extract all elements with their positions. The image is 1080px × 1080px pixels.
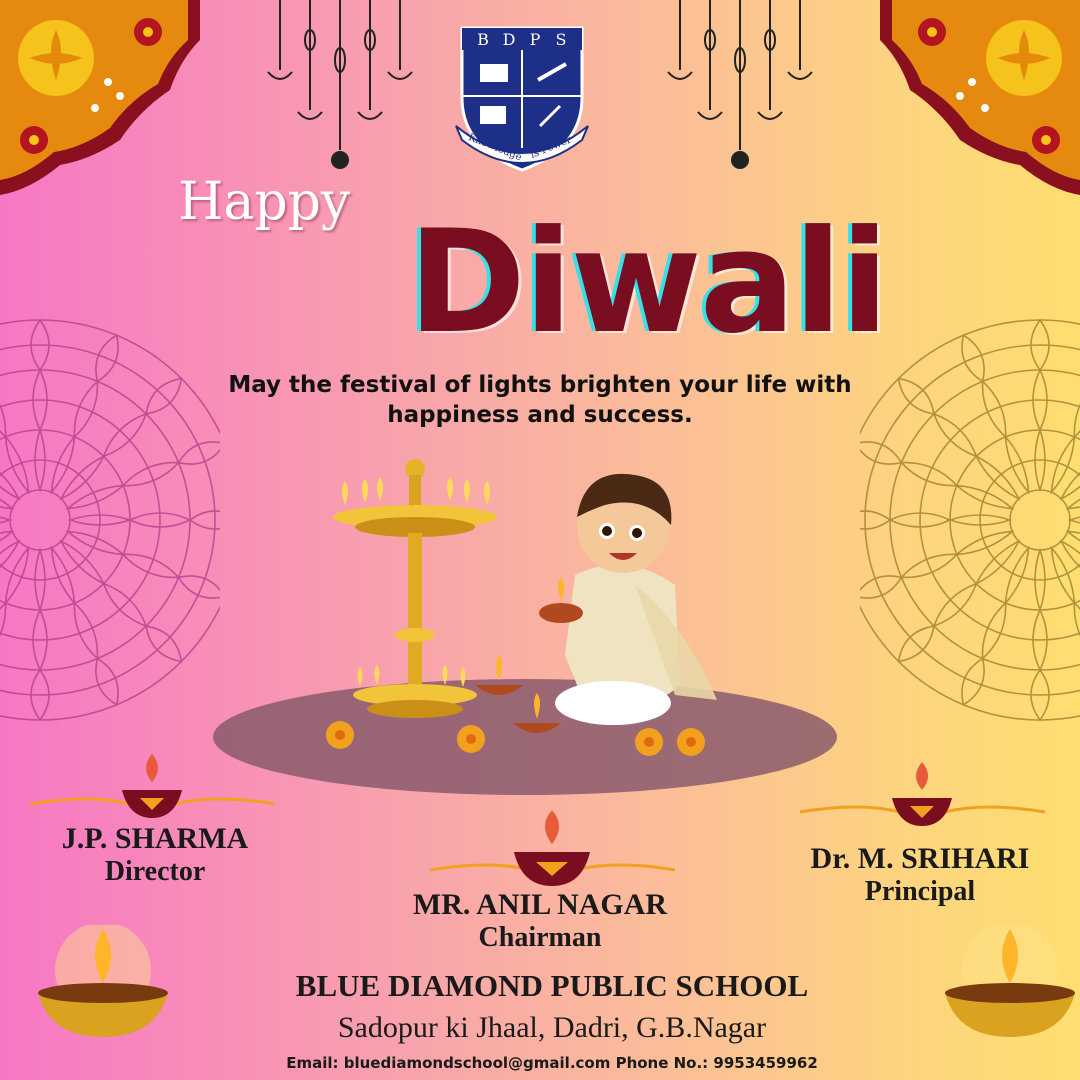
child-with-diya-illustration	[205, 455, 845, 815]
chairman-diya-icon	[430, 808, 675, 888]
school-contact: Email: bluediamondschool@gmail.com Phone No.: 9953459962	[286, 1054, 818, 1072]
principal-signature	[780, 842, 1060, 908]
logo-letter-d: D	[502, 30, 516, 49]
logo-letter-s: S	[555, 30, 567, 49]
logo-letter-p: P	[529, 30, 541, 49]
oil-lamp-stand	[333, 459, 497, 718]
director-role: Director	[104, 856, 206, 887]
school-address: Sadopur ki Jhaal, Dadri, G.B.Nagar	[337, 1011, 767, 1044]
principal-diya-icon	[800, 760, 1045, 830]
greeting-festival-title: Diwali	[408, 200, 887, 365]
held-diya-icon	[539, 603, 583, 623]
greeting-message-line1: May the festival of lights brighten your life with	[228, 372, 852, 398]
hanging-lamp-icon-right	[660, 0, 820, 175]
school-crest-logo	[452, 8, 592, 176]
chairman-role: Chairman	[478, 922, 602, 953]
corner-lotus-ornament-right	[880, 0, 1080, 195]
director-name: J.P. SHARMA	[61, 822, 249, 855]
greeting-message	[180, 370, 900, 430]
principal-role: Principal	[864, 876, 976, 907]
director-diya-icon	[30, 752, 275, 822]
left-mandala-pattern	[0, 300, 220, 740]
corner-lotus-ornament-left	[0, 0, 200, 195]
hanging-lamp-icon-left	[260, 0, 420, 175]
chairman-name: MR. ANIL NAGAR	[412, 888, 668, 921]
logo-motto-right: is Power	[529, 134, 574, 161]
logo-letter-b: B	[477, 30, 489, 49]
director-signature	[20, 822, 290, 888]
greeting-message-line2: happiness and success.	[387, 402, 693, 428]
greeting-happy: Happy	[178, 172, 351, 232]
right-mandala-pattern	[860, 300, 1080, 740]
ground-shadow	[213, 679, 837, 795]
school-name: BLUE DIAMOND PUBLIC SCHOOL	[295, 968, 809, 1003]
principal-name: Dr. M. SRIHARI	[810, 842, 1030, 875]
logo-motto-left: Knowledge	[466, 132, 524, 164]
chairman-signature	[380, 888, 700, 954]
